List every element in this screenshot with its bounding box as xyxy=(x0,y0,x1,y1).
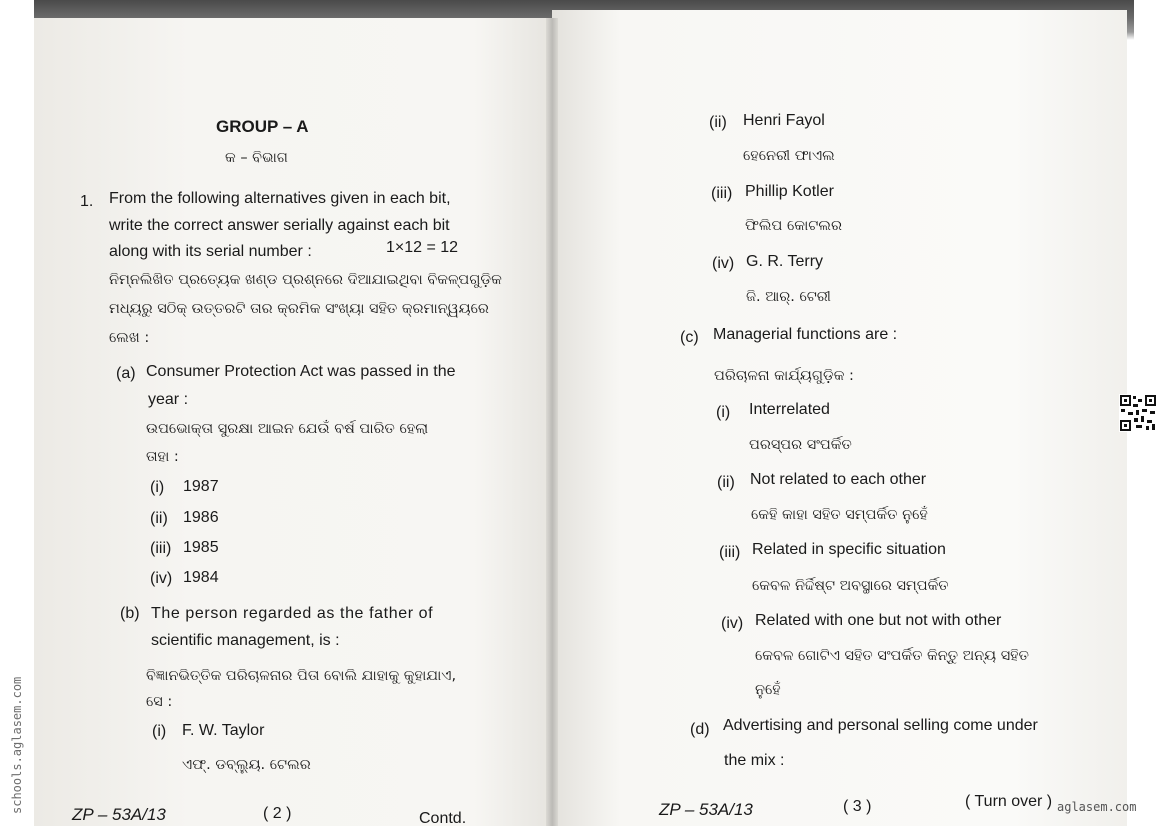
option-b-iii-num: (iii) xyxy=(711,185,733,202)
option-b-iv-odia: ଜି. ଆର୍. ଟେରୀ xyxy=(746,289,831,305)
left-footer-code: ZP – 53A/13 xyxy=(72,805,166,824)
option-b-i-num: (i) xyxy=(152,723,167,740)
question-a-odia-2: ତାହା : xyxy=(146,449,179,465)
question-b-label: (b) xyxy=(120,605,140,622)
question-a-text-2: year : xyxy=(148,391,189,408)
marks: 1×12 = 12 xyxy=(386,239,459,256)
option-b-iii-text: Phillip Kotler xyxy=(745,183,834,200)
option-a-i-text: 1987 xyxy=(183,478,219,495)
option-a-iv-text: 1984 xyxy=(183,569,219,586)
watermark-vertical: schools.aglasem.com xyxy=(10,676,24,814)
option-c-ii-num: (ii) xyxy=(717,474,735,491)
question-a-label: (a) xyxy=(116,365,136,382)
question-d-text-2: the mix : xyxy=(724,752,785,769)
option-c-iii-num: (iii) xyxy=(719,544,741,561)
option-b-i-text: F. W. Taylor xyxy=(182,722,265,739)
left-footer-contd: Contd. xyxy=(419,810,467,827)
option-c-ii-text: Not related to each other xyxy=(750,471,927,488)
option-b-i-odia: ଏଫ୍. ଡବ୍ଲ୍ୟୁ. ଟେଲର xyxy=(182,757,311,773)
right-footer-code: ZP – 53A/13 xyxy=(659,800,753,819)
book-gutter xyxy=(546,18,558,826)
option-b-ii-odia: ହେନେରୀ ଫାଏଲ xyxy=(743,148,835,164)
group-heading: GROUP – A xyxy=(216,117,309,136)
option-a-iv-num: (iv) xyxy=(150,570,173,587)
instruction-odia-line-2: ମଧ୍ୟରୁ ସଠିକ୍ ଉତ୍ତରଟି ତାର କ୍ରମିକ ସଂଖ୍ୟା ସହିତ କ୍ରମାନ୍ୱୟରେ xyxy=(109,301,489,317)
option-b-ii-num: (ii) xyxy=(709,114,727,131)
option-a-ii-num: (ii) xyxy=(150,510,168,527)
question-number: 1. xyxy=(80,193,94,210)
question-d-label: (d) xyxy=(690,721,710,738)
option-a-iii-text: 1985 xyxy=(183,539,219,556)
option-c-iv-text: Related with one but not with other xyxy=(755,612,1002,629)
option-c-iii-text: Related in specific situation xyxy=(752,541,946,558)
option-c-iv-odia-2: ନୁହେଁ xyxy=(755,682,781,698)
option-b-ii-text: Henri Fayol xyxy=(743,112,825,129)
option-a-ii-text: 1986 xyxy=(183,509,219,526)
option-c-i-text: Interrelated xyxy=(749,401,830,418)
option-c-iv-odia-1: କେବଳ ଗୋଟିଏ ସହିତ ସଂପର୍କିତ କିନ୍ତୁ ଅନ୍ୟ ସହିତ xyxy=(755,648,1029,664)
instruction-line-3: along with its serial number : xyxy=(109,243,312,260)
left-footer-page: ( 2 ) xyxy=(263,805,292,822)
instruction-line-1: From the following alternatives given in each bit, xyxy=(109,190,451,207)
option-c-ii-odia: କେହି କାହା ସହିତ ସମ୍ପର୍କିତ ନୁହେଁ xyxy=(751,507,928,523)
instruction-line-2: write the correct answer serially against each bit xyxy=(109,217,450,234)
option-b-iii-odia: ଫିଲିପ କୋଟଲର xyxy=(745,218,842,234)
option-c-iii-odia: କେବଳ ନିର୍ଦ୍ଦିଷ୍ଟ ଅବସ୍ଥାରେ ସମ୍ପର୍କିତ xyxy=(752,578,949,594)
instruction-odia-line-1: ନିମ୍ନଲିଖିତ ପ୍ରତ୍ୟେକ ଖଣ୍ଡ ପ୍ରଶ୍ନରେ ଦିଆଯାଇଥିବା ବିକଳ୍ପଗୁଡ଼ିକ xyxy=(109,272,502,288)
right-footer-turn-over: ( Turn over ) xyxy=(965,793,1053,810)
question-c-label: (c) xyxy=(680,329,699,346)
question-b-odia-1: ବିଜ୍ଞାନଭିତ୍ତିକ ପରିଚାଳନାର ପିତା ବୋଲି ଯାହାକୁ କୁହାଯାଏ, xyxy=(146,668,457,684)
option-b-iv-text: G. R. Terry xyxy=(746,253,824,270)
question-c-odia: ପରିଚାଳନା କାର୍ଯ୍ୟଗୁଡ଼ିକ : xyxy=(714,368,854,384)
qr-code-icon xyxy=(1119,394,1157,432)
option-c-i-num: (i) xyxy=(716,404,731,421)
watermark-bottom-right: aglasem.com xyxy=(1057,800,1137,814)
option-a-i-num: (i) xyxy=(150,479,165,496)
instruction-odia-line-3: ଲେଖ : xyxy=(109,330,150,346)
question-a-odia-1: ଉପଭୋକ୍ତା ସୁରକ୍ଷା ଆଇନ ଯେଉଁ ବର୍ଷ ପାରିତ ହେଲା xyxy=(146,421,429,437)
option-a-iii-num: (iii) xyxy=(150,540,172,557)
question-b-text-1: The person regarded as the father of xyxy=(151,605,434,622)
question-b-odia-2: ସେ : xyxy=(146,694,173,710)
question-a-text-1: Consumer Protection Act was passed in the xyxy=(146,363,456,380)
question-d-text-1: Advertising and personal selling come under xyxy=(723,717,1038,734)
right-footer-page: ( 3 ) xyxy=(843,798,872,815)
question-c-text: Managerial functions are : xyxy=(713,326,898,343)
group-heading-odia: କ – ବିଭାଗ xyxy=(225,150,288,166)
question-b-text-2: scientific management, is : xyxy=(151,632,340,649)
option-c-iv-num: (iv) xyxy=(721,615,744,632)
option-c-i-odia: ପରସ୍ପର ସଂପର୍କିତ xyxy=(749,437,852,453)
option-b-iv-num: (iv) xyxy=(712,255,735,272)
right-page xyxy=(552,10,1127,826)
